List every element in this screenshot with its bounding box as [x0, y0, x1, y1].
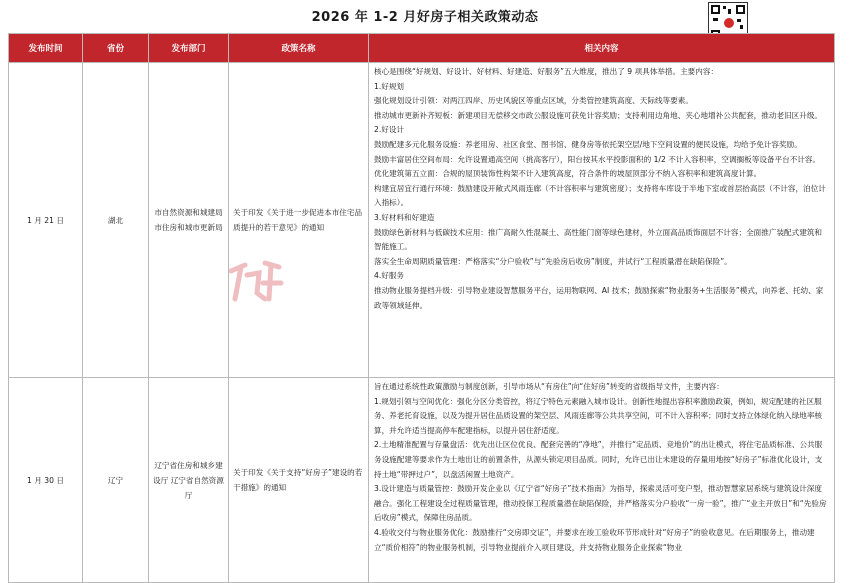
cell-province: 辽宁 [83, 378, 149, 583]
table-header-row [9, 34, 835, 63]
content-line: 优化建筑第五立面：合规的屋顶装饰性构架不计入建筑高度，符合条件的坡屋顶部分不纳入容积率和建筑高度计算。 [374, 169, 762, 179]
content-line: 鼓励配建多元化服务设施：养老用房、社区食堂、图书馆、健身房等依托架空层/地下空间设置的便民设施，均给予免计容奖励。 [374, 139, 802, 149]
content-line: 核心是围绕“好规划、好设计、好材料、好建造、好服务”五大维度，推出了 9 项具体举措。主要内容： [374, 67, 719, 76]
content-line: 强化规划设计引领：对两江四岸、历史风貌区等重点区域，分类管控建筑高度、天际线等要素。 [374, 96, 693, 106]
header-content: 相关内容 [369, 34, 835, 63]
content-line: 落实全生命周期质量管理：严格落实“分户验收”与“先验房后收房”制度，并试行“工程质量潜在缺陷保险”。 [374, 256, 732, 266]
header-policy-name: 政策名称 [229, 34, 369, 63]
cell-date: 1 月 21 日 [9, 63, 83, 378]
content-line: 构建宜居宜行通行环境：鼓励建设开敞式风雨连廊（不计容积率与建筑密度）；支持将车库设于半地下室或首层抬高层（不计容，泊位计入指标）。 [374, 183, 826, 208]
cell-content [369, 63, 835, 378]
cell-province: 湖北 [83, 63, 149, 378]
cell-policy-name: 关于印发《关于支持“好房子”建设的若干措施》的通知 [229, 378, 369, 583]
content-line: 推动城市更新补齐短板：新建项目无偿移交市政公服设施可获免计容奖励；支持利用边角地、夹心地增补公共配套，推动老旧区升级。 [374, 110, 823, 120]
content-line: 推动物业服务提档升级：引导物业建设智慧服务平台，运用物联网、AI 技术；鼓励探索“物业服务+生活服务”模式，向养老、托幼、家政等领域延伸。 [374, 285, 824, 310]
header-date: 发布时间 [9, 34, 83, 63]
content-line: 鼓励丰富居住空间布局：允许设置通高空间（挑高客厅），阳台按其水平投影面积的 1/2 不计入容积率，空调搁板等设备平台不计容。 [374, 154, 821, 164]
cell-date: 1 月 30 日 [9, 378, 83, 583]
content-line: 4.好服务 [374, 271, 405, 281]
content-line: 1.规划引领与空间优化：强化分区分类管控，将辽宁特色元素融入城市设计。创新性地提出容积率激励政策，例如，规定配建的社区服务、养老托育设施，以及为提升居住品质设置的架空层、风雨连廊等公共共享空间，可不计入容积率；同时支持立体绿化纳入绿地率核算，并允许适当提高停车配建指标，以提升居住舒适度。 [374, 396, 823, 435]
header-province: 省份 [83, 34, 149, 63]
cell-content [369, 378, 835, 583]
cell-policy-name: 关于印发《关于进一步促进本市住宅品质提升的若干意见》的通知 [229, 63, 369, 378]
cell-department: 市自然资源和城建局 市住房和城市更新局 [149, 63, 229, 378]
page-title: 2026 年 1-2 月好房子相关政策动态 [311, 10, 539, 25]
table-row [9, 378, 835, 583]
content-line: 2.好设计 [374, 125, 405, 135]
weibo-logo-icon [724, 18, 734, 28]
header-department: 发布部门 [149, 34, 229, 63]
cell-department: 辽宁省住房和城乡建设厅 辽宁省自然资源厅 [149, 378, 229, 583]
content-line: 鼓励绿色新材料与低碳技术应用：推广高耐久性混凝土、高性能门窗等绿色建材，外立面高品质饰面层不计容；全面推广装配式建筑和智能施工。 [374, 227, 823, 252]
content-line: 2.土地精准配置与存量盘活：优先出让区位优良、配套完善的“净地”，并推行“定品质、竞地价”的出让模式，将住宅品质标准、公共服务设施配建等要求作为土地出让的前置条件，从源头锁定项目品质。同时，允许已出让未建设的存量用地按“好房子”标准优化设计，支持土地“带押过户”，以盘活闲置土地资产。 [374, 440, 823, 479]
content-line: 旨在通过系统性政策激励与制度创新，引导市场从“有房住”向“住好房”转变的省级指导文件，主要内容： [374, 382, 724, 391]
content-line: 1.好规划 [374, 81, 405, 91]
content-line: 3.设计建造与质量管控：鼓励开发企业以《辽宁省“好房子”技术指南》为指导，探索灵活可变户型，推动智慧家居系统与建筑设计深度融合。强化工程建设全过程质量管理，推动投保工程质量潜在缺陷保险，并严格落实分户验收“一房一验”，推广“业主开放日”和“先验房后收房”模式，保障住房品质。 [374, 484, 827, 523]
content-line: 4.验收交付与物业服务优化：鼓励推行“交房即交证”，并要求在竣工验收环节形成针对“好房子”的验收意见。在后期服务上，推动建立“质价相符”的物业服务机制，引导物业提前介入项目建设，并支持物业服务企业探索“物业 [374, 527, 815, 552]
table-row [9, 63, 835, 378]
policy-table [8, 33, 835, 583]
content-line: 3.好材料和好建造 [374, 212, 435, 222]
